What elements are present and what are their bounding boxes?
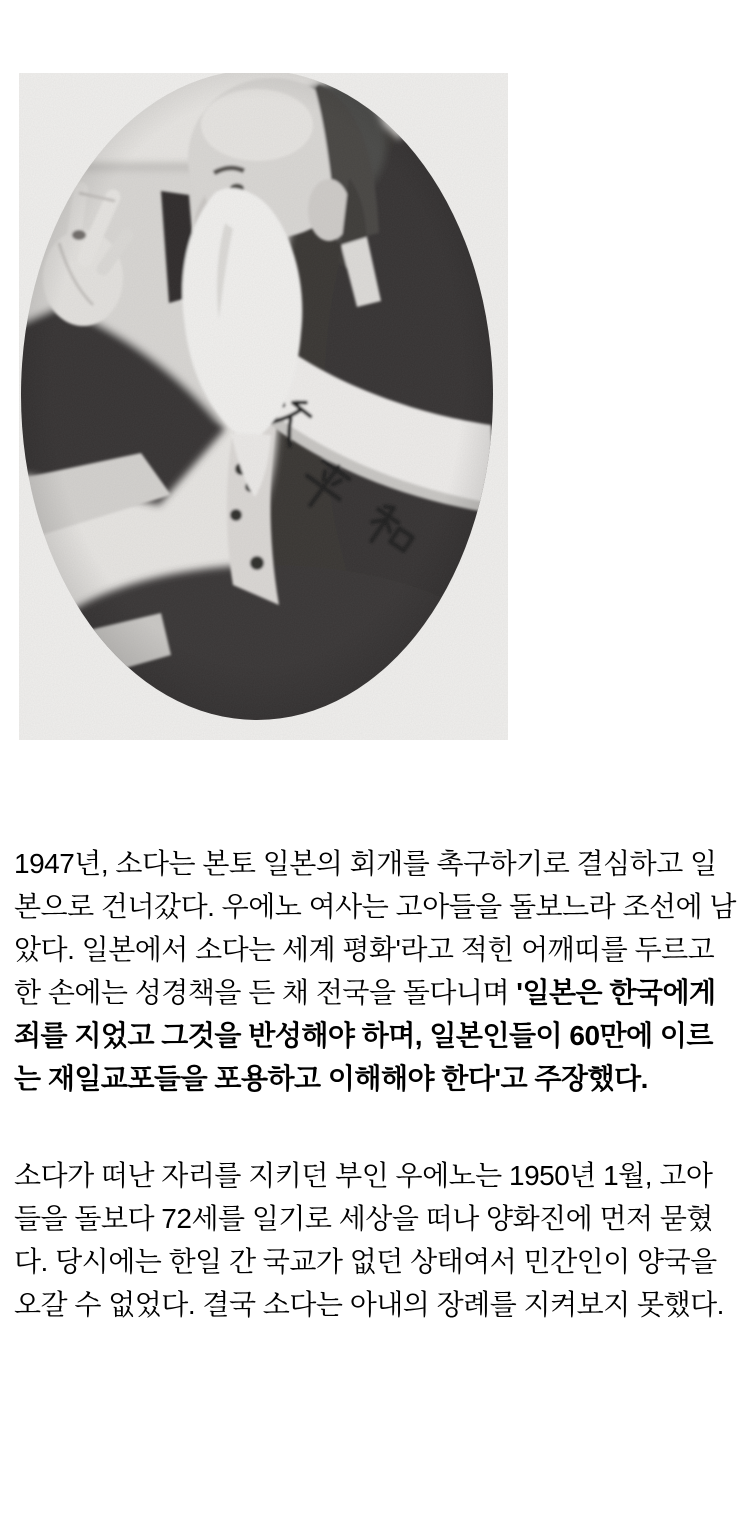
body-text: 소다가 떠난 자리를 지키던 부인 우에노는 1950년 1월, 고아들을 돌보다 72세를 일기로 세상을 떠나 양화진에 먼저 묻혔다. 당시에는 한일 간 국교가 없던 상태여서 민간인이 양국을 오갈 수 없었다. 결국 소다는 아내의 장례를 지켜보지 못했다.: [14, 1160, 724, 1320]
article-text: [14, 842, 738, 1326]
emphasized-text: '일본은 한국에게 죄를 지었고 그것을 반성해야 하며, 일본인들이 60만에 이르는 재일교포들을 포용하고 이해해야 한다'고 주장했다.: [14, 977, 716, 1094]
article-paragraph: [14, 1154, 738, 1326]
body-text: 1947년, 소다는 본토 일본의 회개를 촉구하기로 결심하고 일본으로 건너갔다. 우에노 여사는 고아들을 돌보느라 조선에 남았다. 일본에서 소다는 세계 평화'라고 적힌 어깨띠를 두르고 한 손에는 성경책을 든 채 전국을 돌다니며: [14, 848, 736, 1008]
portrait-photo-svg: [19, 73, 508, 740]
portrait-photo: [19, 73, 508, 740]
film-grain: [19, 73, 508, 740]
article-paragraph: [14, 842, 738, 1100]
